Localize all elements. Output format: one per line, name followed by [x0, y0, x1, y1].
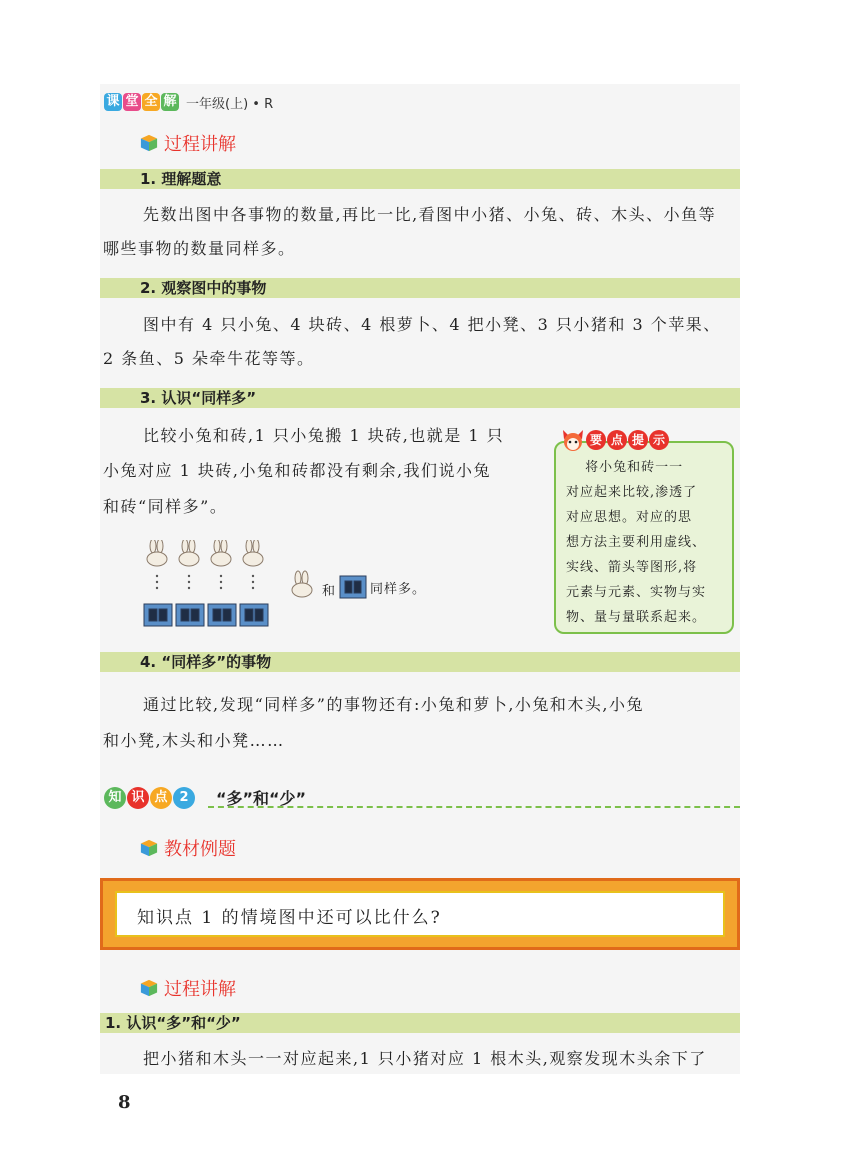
subheading-bar — [100, 278, 740, 298]
kp-badge-char: 识 — [127, 787, 149, 809]
brick-icon — [340, 576, 366, 598]
paragraph-line: 小兔对应 1 块砖,小兔和砖都没有剩余,我们说小兔 — [103, 461, 492, 480]
paragraph-line: 哪些事物的数量同样多。 — [103, 239, 296, 258]
tip-title-char: 点 — [607, 430, 627, 450]
dotted-connector — [156, 575, 254, 589]
subheading-bar — [100, 1013, 740, 1033]
example-question-text: 知识点 1 的情境图中还可以比什么? — [137, 908, 442, 928]
section-heading-text: 过程讲解 — [164, 134, 236, 155]
tip-text — [566, 455, 730, 630]
cube-icon — [140, 134, 158, 152]
badge-char: 全 — [142, 93, 160, 111]
kp-badge-char: 2 — [173, 787, 195, 809]
tip-line: 物、量与量联系起来。 — [566, 610, 707, 625]
book-badge — [104, 93, 180, 111]
tip-line: 将小兔和砖一一 — [566, 460, 684, 475]
badge-char: 解 — [161, 93, 179, 111]
subheading-text: 1. 理解题意 — [140, 170, 222, 188]
subheading-bar — [100, 652, 740, 672]
example-question-frame — [100, 878, 740, 950]
section-heading-process — [140, 130, 236, 156]
kp-badge-char: 点 — [150, 787, 172, 809]
paragraph-line: 和小凳,木头和小凳…… — [103, 731, 285, 750]
example-question-inner — [115, 891, 725, 937]
subheading-bar — [100, 388, 740, 408]
tip-line: 实线、箭头等图形,将 — [566, 560, 698, 575]
paragraph-line: 2 条鱼、5 朵牵牛花等等。 — [103, 349, 315, 368]
tip-line: 元素与元素、实物与实 — [566, 585, 707, 600]
cube-icon — [140, 839, 158, 857]
paragraph-line: 图中有 4 只小兔、4 块砖、4 根萝卜、4 把小凳、3 只小猪和 3 个苹果、 — [143, 315, 721, 334]
tip-line: 想方法主要利用虚线、 — [566, 535, 707, 550]
rabbit-icon — [147, 540, 263, 566]
subheading-text: 1. 认识“多”和“少” — [105, 1014, 241, 1032]
paragraph-line: 通过比较,发现“同样多”的事物还有:小兔和萝卜,小兔和木头,小兔 — [143, 695, 645, 714]
tip-line: 对应思想。对应的思 — [566, 510, 693, 525]
paragraph-line: 先数出图中各事物的数量,再比一比,看图中小猪、小兔、砖、木头、小鱼等 — [143, 205, 717, 224]
paragraph-line: 比较小兔和砖,1 只小兔搬 1 块砖,也就是 1 只 — [143, 426, 505, 445]
section-heading-example — [140, 835, 236, 861]
figure-caption: 同样多。 — [370, 582, 427, 597]
page-number: 8 — [118, 1092, 131, 1113]
book-header — [104, 89, 273, 115]
subheading-text: 2. 观察图中的事物 — [140, 279, 267, 297]
dashed-divider — [208, 806, 740, 808]
badge-char: 堂 — [123, 93, 141, 111]
section-heading-process — [140, 975, 236, 1001]
paragraph-line: 把小猪和木头一一对应起来,1 只小猪对应 1 根木头,观察发现木头余下了 — [143, 1049, 707, 1068]
brick-icon — [144, 604, 268, 626]
book-subtitle: 一年级(上) • R — [186, 96, 274, 112]
subheading-bar — [100, 169, 740, 189]
subheading-text: 3. 认识“同样多” — [140, 389, 257, 407]
badge-char: 课 — [104, 93, 122, 111]
tip-title-label — [586, 430, 670, 450]
rabbit-icon — [292, 571, 312, 597]
kp-title: “多”和“少” — [216, 789, 307, 808]
tip-title-char: 要 — [586, 430, 606, 450]
subheading-text: 4. “同样多”的事物 — [140, 653, 272, 671]
tip-title-char: 示 — [649, 430, 669, 450]
kp-badge-char: 知 — [104, 787, 126, 809]
section-heading-text: 教材例题 — [164, 839, 236, 860]
tip-title — [560, 427, 670, 453]
tip-box — [554, 441, 734, 634]
tip-title-char: 提 — [628, 430, 648, 450]
cube-icon — [140, 979, 158, 997]
section-heading-text: 过程讲解 — [164, 979, 236, 1000]
tip-line: 对应起来比较,渗透了 — [566, 485, 698, 500]
paragraph-line: 和砖“同样多”。 — [103, 497, 228, 516]
figure-caption-and: 和 — [322, 584, 336, 599]
fox-mascot-icon — [560, 427, 586, 453]
